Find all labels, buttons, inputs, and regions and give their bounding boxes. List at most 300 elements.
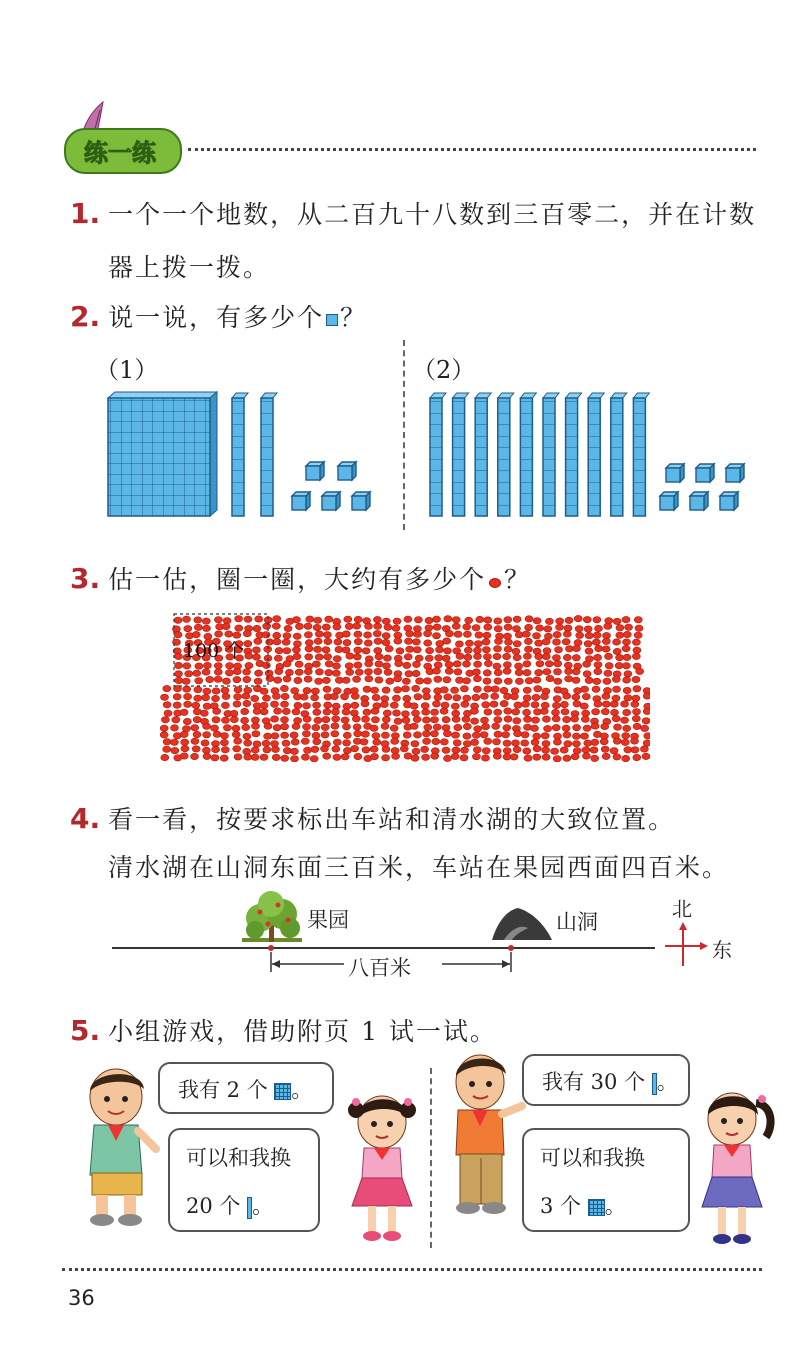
red-dot (642, 753, 650, 759)
red-dot (513, 718, 521, 724)
red-dot (612, 695, 620, 701)
red-dot (373, 630, 381, 636)
red-dot (433, 724, 441, 730)
red-dot (306, 616, 314, 622)
red-dot (474, 726, 482, 732)
red-dot (583, 725, 591, 731)
red-dot (424, 640, 432, 646)
red-dot (422, 731, 430, 737)
red-dot (323, 686, 331, 692)
header-divider (188, 148, 756, 151)
q2-heading (70, 298, 367, 334)
red-dot (384, 624, 392, 630)
red-dot (463, 631, 471, 637)
red-dot (553, 739, 561, 745)
ten-rod-icon (566, 398, 578, 516)
red-dot (222, 693, 230, 699)
red-dot (493, 663, 501, 669)
red-dot (282, 639, 290, 645)
q5-text: 小组游戏，借助附页 1 试一试。 (108, 1017, 497, 1046)
red-dot (213, 708, 221, 714)
hundred-flat-icon (108, 392, 217, 516)
red-dot (251, 747, 259, 753)
red-dot (480, 732, 488, 738)
red-dot (515, 663, 523, 669)
red-dot (345, 623, 353, 629)
red-dot (484, 686, 492, 692)
red-dot (533, 733, 541, 739)
bubble-left-2-period: 。 (252, 1194, 274, 1218)
red-dot (354, 616, 362, 622)
red-dot (643, 740, 650, 746)
red-dot (433, 624, 441, 630)
red-dot (463, 624, 471, 630)
red-dot (474, 661, 482, 667)
red-dot (583, 671, 591, 677)
red-dot (354, 730, 362, 736)
red-dot (312, 724, 320, 730)
red-dot (533, 677, 541, 683)
red-dot (315, 678, 323, 684)
red-dot (504, 678, 512, 684)
q2-number: 2. (70, 300, 101, 333)
red-dot (393, 618, 401, 624)
red-dot (445, 661, 453, 667)
orchard-tree-icon (242, 891, 302, 942)
red-dot (533, 633, 541, 639)
red-dot (271, 741, 279, 747)
red-dot (463, 741, 471, 747)
red-dot (171, 725, 179, 731)
red-dot (260, 688, 268, 694)
ten-rod-icon (475, 398, 487, 516)
red-dot (494, 678, 502, 684)
red-dot (436, 647, 444, 653)
red-dot (222, 717, 230, 723)
red-dot (523, 653, 531, 659)
red-dot (494, 709, 502, 715)
hundred-square-icon (588, 1199, 605, 1216)
red-dot (242, 693, 250, 699)
red-dot (184, 701, 192, 707)
red-dot (174, 632, 182, 638)
red-dot (604, 687, 612, 693)
red-dot (351, 702, 359, 708)
red-dot (254, 638, 262, 644)
red-dot (220, 755, 228, 761)
red-dot (564, 662, 572, 668)
red-dot (214, 676, 222, 682)
red-dot (452, 732, 460, 738)
q3-question-mark: ？ (504, 565, 532, 594)
red-dot (263, 623, 271, 629)
red-dot (574, 639, 582, 645)
red-dot (266, 675, 274, 681)
q2-label-1: （1） (95, 356, 159, 384)
red-dot (313, 738, 321, 744)
red-dot (562, 725, 570, 731)
red-dot (271, 716, 279, 722)
red-dot (206, 676, 214, 682)
red-dot (425, 625, 433, 631)
red-dot (304, 747, 312, 753)
red-dot (465, 640, 473, 646)
red-dot (170, 739, 178, 745)
red-dot (185, 671, 193, 677)
red-dot (242, 724, 250, 730)
red-dot (553, 696, 561, 702)
red-dot (370, 746, 378, 752)
red-dot (232, 725, 240, 731)
red-dot (443, 638, 451, 644)
red-dot (463, 678, 471, 684)
red-dot (375, 677, 383, 683)
q1-text-line1: 一个一个地数，从二百九十八数到三百零二，并在计数 (108, 200, 757, 229)
q5-divider (430, 1068, 432, 1248)
red-dot (500, 700, 508, 706)
ten-rod-icon (453, 398, 465, 516)
red-dot (171, 747, 179, 753)
red-dot (593, 617, 601, 623)
red-dot (503, 748, 511, 754)
red-dot (335, 646, 343, 652)
red-dot (353, 724, 361, 730)
red-dot (254, 678, 262, 684)
boy-left-illustration (72, 1065, 164, 1230)
red-dot (602, 693, 610, 699)
red-dot (624, 747, 632, 753)
red-dot (163, 702, 171, 708)
red-dot (260, 702, 268, 708)
red-dot (434, 694, 442, 700)
red-dot (354, 631, 362, 637)
red-dot (272, 746, 280, 752)
red-dot (332, 716, 340, 722)
red-dot (226, 663, 234, 669)
red-dot (294, 677, 302, 683)
red-dot (244, 687, 252, 693)
red-dot (390, 702, 398, 708)
q1-line1 (70, 195, 756, 231)
red-dot (324, 702, 332, 708)
q3-heading (70, 560, 531, 596)
red-dot (274, 655, 282, 661)
red-dot (435, 655, 443, 661)
red-dot (633, 647, 641, 653)
red-dot (493, 653, 501, 659)
red-dot (230, 716, 238, 722)
red-dot (202, 747, 210, 753)
red-dot (304, 623, 312, 629)
red-dot (424, 724, 432, 730)
red-dot (504, 708, 512, 714)
red-dot (225, 670, 233, 676)
red-dot (322, 624, 330, 630)
red-dot (323, 709, 331, 715)
red-dot (482, 647, 490, 653)
bubble-right-1-text: 我有 30 个 (542, 1070, 646, 1094)
red-dot (292, 723, 300, 729)
red-dot (591, 755, 599, 761)
red-dot (371, 717, 379, 723)
red-dot (461, 747, 469, 753)
red-dot (325, 616, 333, 622)
red-dot (451, 703, 459, 709)
red-dot (535, 669, 543, 675)
red-dot (303, 724, 311, 730)
red-dot (625, 624, 633, 630)
red-dot (434, 662, 442, 668)
ten-rod-icon (520, 398, 532, 516)
girl-left-illustration (340, 1088, 430, 1248)
red-dot (301, 738, 309, 744)
red-dot (461, 701, 469, 707)
red-dot (364, 640, 372, 646)
red-dot (360, 739, 368, 745)
red-dot (202, 669, 210, 675)
red-dot (484, 617, 492, 623)
red-dot (494, 731, 502, 737)
red-dot (463, 695, 471, 701)
red-dot (274, 708, 282, 714)
red-dot (554, 678, 562, 684)
red-dot (264, 733, 272, 739)
red-dot (622, 616, 630, 622)
red-dot (191, 753, 199, 759)
red-dot (572, 733, 580, 739)
red-dot (416, 678, 424, 684)
red-dot (521, 740, 529, 746)
red-dot (283, 747, 291, 753)
red-dot (374, 647, 382, 653)
red-dot (333, 739, 341, 745)
red-dot (432, 701, 440, 707)
red-dot (212, 746, 220, 752)
red-dot (600, 738, 608, 744)
red-dot (314, 617, 322, 623)
red-dot (473, 747, 481, 753)
red-dot (222, 678, 230, 684)
red-dot (262, 740, 270, 746)
red-dot (484, 709, 492, 715)
red-dot (203, 753, 211, 759)
red-dot (425, 617, 433, 623)
red-dot (373, 739, 381, 745)
red-dot (234, 738, 242, 744)
red-dot (202, 618, 210, 624)
red-dot (453, 740, 461, 746)
red-dot (353, 676, 361, 682)
q3-box-label: 100 个 (183, 640, 245, 662)
red-dot (503, 662, 511, 668)
red-dot (634, 632, 642, 638)
red-dot (481, 717, 489, 723)
red-dot (552, 702, 560, 708)
red-dot (273, 639, 281, 645)
red-dot (341, 693, 349, 699)
red-dot (382, 633, 390, 639)
red-dot (565, 646, 573, 652)
red-dot (406, 646, 414, 652)
red-dot (484, 738, 492, 744)
red-dot (443, 730, 451, 736)
red-dot (590, 747, 598, 753)
red-dot (581, 733, 589, 739)
red-dot (220, 739, 228, 745)
red-dot (471, 739, 479, 745)
red-dot (221, 687, 229, 693)
red-dot (571, 753, 579, 759)
red-dot (573, 724, 581, 730)
red-dot (311, 746, 319, 752)
red-dot (505, 639, 513, 645)
red-dot (361, 731, 369, 737)
red-dot (605, 663, 613, 669)
red-dot (453, 695, 461, 701)
q1-text-line2: 器上拨一拨。 (108, 253, 271, 282)
red-dot (460, 755, 468, 761)
red-dot (273, 632, 281, 638)
red-dot (444, 755, 452, 761)
map-line (100, 890, 760, 985)
bubble-right-2-line1: 可以和我换 (540, 1146, 645, 1170)
red-dot (442, 747, 450, 753)
red-dot (303, 687, 311, 693)
red-dot (456, 653, 464, 659)
red-dot (463, 723, 471, 729)
red-dot (542, 639, 550, 645)
red-dot (441, 702, 449, 708)
red-dot (542, 747, 550, 753)
red-dot (243, 630, 251, 636)
red-dot (434, 676, 442, 682)
red-dot (452, 623, 460, 629)
red-dot (295, 669, 303, 675)
red-dot (601, 708, 609, 714)
red-dot (633, 709, 641, 715)
red-dot (504, 624, 512, 630)
red-dot (371, 687, 379, 693)
red-dot (603, 632, 611, 638)
red-dot (174, 653, 182, 659)
red-dot (184, 693, 192, 699)
red-dot (563, 755, 571, 761)
red-dot (325, 661, 333, 667)
red-dot (325, 669, 333, 675)
q4-text-line1: 看一看，按要求标出车站和清水湖的大致位置。 (108, 805, 676, 834)
red-dot (422, 709, 430, 715)
red-dot (322, 716, 330, 722)
red-dot-icon (489, 578, 501, 588)
red-dot (354, 638, 362, 644)
red-dot (410, 703, 418, 709)
base-ten-blocks (100, 390, 800, 520)
dot-field (160, 612, 650, 762)
red-dot (244, 616, 252, 622)
red-dot (221, 702, 229, 708)
red-dot (195, 678, 203, 684)
red-dot (371, 753, 379, 759)
red-dot (524, 716, 532, 722)
red-dot (532, 694, 540, 700)
red-dot (354, 753, 362, 759)
red-dot (382, 618, 390, 624)
red-dot (456, 677, 464, 683)
ten-rod-icon (543, 398, 555, 516)
red-dot (344, 616, 352, 622)
red-dot (192, 746, 200, 752)
red-dot (305, 646, 313, 652)
red-dot (423, 738, 431, 744)
red-dot (572, 694, 580, 700)
red-dot (576, 632, 584, 638)
red-dot (571, 716, 579, 722)
red-dot (452, 617, 460, 623)
red-dot (594, 654, 602, 660)
red-dot (161, 717, 169, 723)
red-dot (194, 624, 202, 630)
red-dot (363, 686, 371, 692)
red-dot (561, 709, 569, 715)
q3-text: 估一估，圈一圈，大约有多少个 (108, 565, 487, 594)
red-dot (293, 617, 301, 623)
red-dot (470, 708, 478, 714)
red-dot (396, 648, 404, 654)
red-dot (233, 701, 241, 707)
red-dot (304, 632, 312, 638)
red-dot (565, 676, 573, 682)
red-dot (622, 755, 630, 761)
red-dot (212, 688, 220, 694)
red-dot (314, 717, 322, 723)
red-dot (351, 745, 359, 751)
red-dot (203, 662, 211, 668)
red-dot (412, 670, 420, 676)
red-dot (173, 694, 181, 700)
red-dot (494, 669, 502, 675)
east-label: 东 (712, 938, 732, 962)
red-dot (175, 662, 183, 668)
red-dot (161, 754, 169, 760)
red-dot (291, 756, 299, 762)
red-dot (611, 709, 619, 715)
red-dot (410, 723, 418, 729)
red-dot (442, 716, 450, 722)
red-dot (342, 647, 350, 653)
red-dot (361, 701, 369, 707)
red-dot (515, 632, 523, 638)
red-dot (252, 731, 260, 737)
red-dot (322, 677, 330, 683)
red-dot (295, 661, 303, 667)
red-dot (280, 685, 288, 691)
red-dot (635, 625, 643, 631)
red-dot (621, 701, 629, 707)
red-dot (243, 669, 251, 675)
red-dot (353, 623, 361, 629)
red-dot (552, 716, 560, 722)
red-dot (295, 623, 303, 629)
red-dot (243, 733, 251, 739)
red-dot (572, 668, 580, 674)
red-dot (342, 709, 350, 715)
red-dot (405, 671, 413, 677)
red-dot (484, 660, 492, 666)
red-dot (452, 710, 460, 716)
red-dot (621, 717, 629, 723)
red-dot (201, 740, 209, 746)
red-dot (480, 693, 488, 699)
